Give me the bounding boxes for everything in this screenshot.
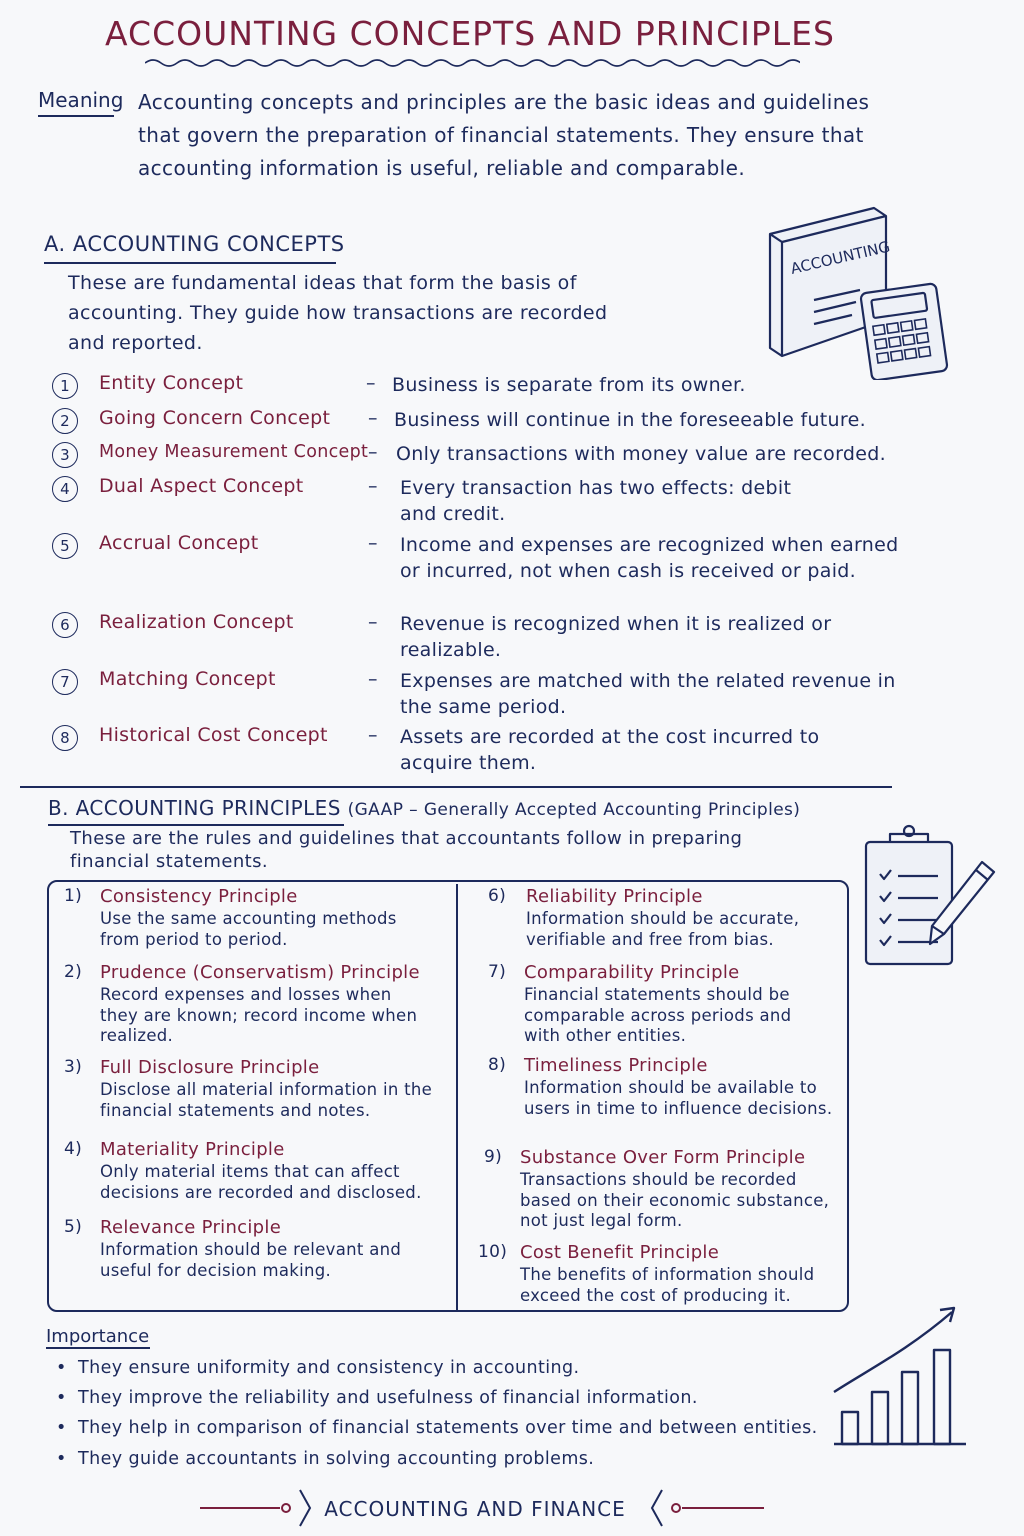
- importance-item-text: They help in comparison of financial statements over time and between entities.: [78, 1418, 818, 1438]
- concept-dash: –: [368, 407, 378, 429]
- importance-item-text: They improve the reliability and usefulness of financial information.: [78, 1388, 698, 1408]
- accounting-book-icon: [762, 200, 962, 380]
- section-a-heading: A. ACCOUNTING CONCEPTS: [44, 232, 345, 256]
- principle-number: 1): [64, 886, 83, 906]
- concept-dash: –: [368, 668, 378, 690]
- concept-name: Matching Concept: [99, 668, 276, 690]
- meaning-label: Meaning: [38, 88, 124, 112]
- concept-name: Entity Concept: [99, 372, 244, 394]
- principle-name: Substance Over Form Principle: [520, 1147, 806, 1168]
- concept-number: 7: [52, 669, 78, 695]
- concept-dash: –: [368, 724, 378, 746]
- importance-item: [56, 1358, 579, 1378]
- concept-dash: –: [366, 372, 376, 394]
- footer-text: ACCOUNTING AND FINANCE: [324, 1497, 626, 1521]
- concept-name: Accrual Concept: [99, 532, 259, 554]
- concept-desc: Business will continue in the foreseeable future.: [394, 409, 866, 431]
- principle-desc: Information should be available to users in time to influence decisions.: [524, 1078, 833, 1118]
- concept-desc: Assets are recorded at the cost incurred to acquire them.: [400, 726, 820, 774]
- principle-desc: Disclose all material information in the financial statements and notes.: [100, 1080, 433, 1120]
- bar-chart-growth-icon: [828, 1300, 974, 1450]
- section-divider: [20, 786, 892, 788]
- concept-desc: Every transaction has two effects: debit and credit.: [400, 477, 792, 525]
- principle-name: Cost Benefit Principle: [520, 1242, 720, 1263]
- concept-number: 5: [52, 533, 78, 559]
- concept-number: 8: [52, 725, 78, 751]
- concept-number: 6: [52, 612, 78, 638]
- page-title: ACCOUNTING CONCEPTS AND PRINCIPLES: [105, 14, 835, 53]
- section-b-underline: [48, 824, 344, 826]
- principle-name: Timeliness Principle: [524, 1055, 708, 1076]
- principle-name: Full Disclosure Principle: [100, 1057, 320, 1078]
- section-a-description: These are fundamental ideas that form the basis of accounting. They guide how transactions are recorded and reported.: [68, 272, 608, 354]
- concept-name: Dual Aspect Concept: [99, 475, 304, 497]
- principle-desc: Information should be relevant and useful for decision making.: [100, 1240, 402, 1280]
- concept-name: Going Concern Concept: [99, 407, 331, 429]
- meaning-underline: [38, 115, 114, 117]
- principle-desc: Transactions should be recorded based on their economic substance, not just legal form.: [520, 1170, 830, 1230]
- importance-underline: [46, 1347, 150, 1349]
- principle-number: 10): [478, 1242, 508, 1262]
- section-b-description: These are the rules and guidelines that accountants follow in preparing financial statements.: [70, 828, 743, 872]
- concept-number: 2: [52, 408, 78, 434]
- principles-column-divider: [456, 884, 458, 1310]
- section-a-underline: [44, 262, 336, 264]
- principle-number: 2): [64, 962, 83, 982]
- principle-number: 9): [484, 1147, 503, 1167]
- importance-item: [56, 1449, 594, 1469]
- concept-dash: –: [368, 441, 378, 463]
- principle-number: 8): [488, 1055, 507, 1075]
- concept-desc: Only transactions with money value are recorded.: [396, 443, 886, 465]
- importance-item: [56, 1418, 818, 1438]
- concept-number: 3: [52, 442, 78, 468]
- concept-number: 4: [52, 476, 78, 502]
- concept-desc: Expenses are matched with the related revenue in the same period.: [400, 670, 896, 718]
- principle-desc: Only material items that can affect decisions are recorded and disclosed.: [100, 1162, 422, 1202]
- concept-desc: Revenue is recognized when it is realized or realizable.: [400, 613, 832, 661]
- principle-desc: The benefits of information should exceed the cost of producing it.: [520, 1265, 815, 1305]
- principle-desc: Use the same accounting methods from period to period.: [100, 909, 397, 949]
- concept-name: Historical Cost Concept: [99, 724, 328, 746]
- principle-name: Relevance Principle: [100, 1217, 282, 1238]
- importance-item-text: They guide accountants in solving accounting problems.: [78, 1449, 595, 1469]
- importance-heading: Importance: [46, 1326, 150, 1347]
- section-b-subheading: (GAAP – Generally Accepted Accounting Principles): [347, 800, 801, 820]
- importance-item-text: They ensure uniformity and consistency in accounting.: [78, 1358, 580, 1378]
- principle-name: Consistency Principle: [100, 886, 298, 907]
- book-label: ACCOUNTING: [788, 237, 892, 278]
- principle-name: Prudence (Conservatism) Principle: [100, 962, 420, 983]
- principle-name: Materiality Principle: [100, 1139, 285, 1160]
- concept-name: Money Measurement Concept: [99, 442, 369, 462]
- section-b-title: B. ACCOUNTING PRINCIPLES: [48, 796, 341, 820]
- concept-dash: –: [368, 611, 378, 633]
- principle-number: 6): [488, 886, 507, 906]
- concept-dash: –: [368, 475, 378, 497]
- section-b-heading: [48, 796, 800, 820]
- principle-desc: Information should be accurate, verifiable and free from bias.: [526, 909, 800, 949]
- principle-name: Reliability Principle: [526, 886, 703, 907]
- principle-number: 7): [488, 962, 507, 982]
- concept-desc: Business is separate from its owner.: [392, 374, 746, 396]
- principle-number: 3): [64, 1057, 83, 1077]
- concept-name: Realization Concept: [99, 611, 294, 633]
- concept-desc: Income and expenses are recognized when earned or incurred, not when cash is received or paid.: [400, 534, 899, 582]
- checklist-clipboard-icon: [860, 822, 1000, 972]
- principle-name: Comparability Principle: [524, 962, 740, 983]
- meaning-text: Accounting concepts and principles are the basic ideas and guidelines that govern the preparation of financial statements. They ensure that accounting information is useful, reliable and comparable.: [138, 90, 870, 180]
- title-underline-wave: [145, 56, 800, 70]
- principle-number: 4): [64, 1139, 83, 1159]
- importance-item: [56, 1388, 698, 1408]
- concept-dash: –: [368, 532, 378, 554]
- principle-desc: Record expenses and losses when they are known; record income when realized.: [100, 985, 418, 1045]
- principle-desc: Financial statements should be comparable across periods and with other entities.: [524, 985, 792, 1045]
- principle-number: 5): [64, 1217, 83, 1237]
- calculator-icon: [860, 283, 948, 380]
- concept-number: 1: [52, 373, 78, 399]
